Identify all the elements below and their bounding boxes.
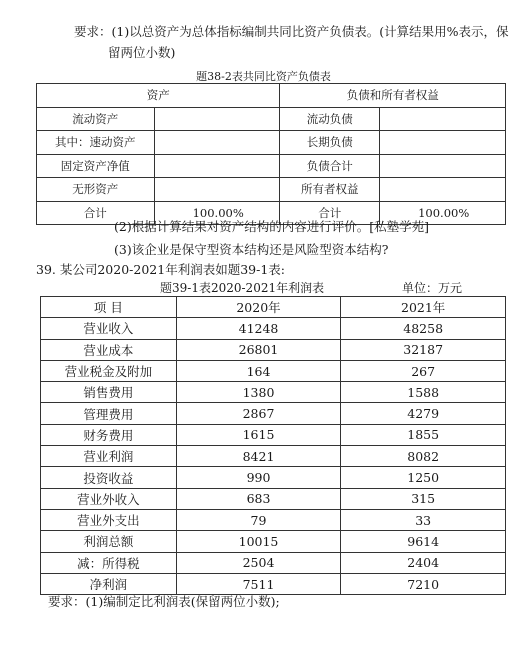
- problem-39: 39. 某公司2020-2021年利润表如题39-1表:: [36, 262, 285, 277]
- value-2020: 10015: [176, 531, 341, 552]
- table-row: [41, 552, 506, 573]
- table-row: [41, 403, 506, 424]
- table-row: [41, 424, 506, 445]
- header-liabilities-equity: 负债和所有者权益: [280, 84, 506, 108]
- value-2020: 683: [176, 488, 341, 509]
- liability-label: 流动负债: [280, 107, 380, 131]
- value-2021: 2404: [341, 552, 506, 573]
- row-label: 营业收入: [41, 318, 177, 339]
- value-2020: 2504: [176, 552, 341, 573]
- asset-total-value: 100.00%: [154, 201, 280, 225]
- table-row: [37, 178, 506, 202]
- value-2021: 8082: [341, 446, 506, 467]
- value-2020: 2867: [176, 403, 341, 424]
- liability-label: 长期负债: [280, 131, 380, 155]
- liability-value: [380, 107, 506, 131]
- table-row: [37, 107, 506, 131]
- liability-value: [380, 178, 506, 202]
- row-label: 减：所得税: [41, 552, 177, 573]
- value-2020: 164: [176, 360, 341, 381]
- value-2021: 1855: [341, 424, 506, 445]
- requirement-intro-cont: 留两位小数): [108, 45, 176, 60]
- table-row: [41, 467, 506, 488]
- asset-value: [154, 178, 280, 202]
- question-3: (3)该企业是保守型资本结构还是风险型资本结构?: [114, 242, 389, 257]
- row-label: 投资收益: [41, 467, 177, 488]
- asset-label: 无形资产: [37, 178, 155, 202]
- value-2021: 1250: [341, 467, 506, 488]
- table-row: [37, 131, 506, 155]
- value-2021: 315: [341, 488, 506, 509]
- liability-label: 负债合计: [280, 154, 380, 178]
- liability-value: [380, 154, 506, 178]
- table-row: [41, 360, 506, 381]
- table-row: [41, 488, 506, 509]
- value-2020: 79: [176, 509, 341, 530]
- liability-total-value: 100.00%: [380, 201, 506, 225]
- value-2021: 267: [341, 360, 506, 381]
- question-2: (2)根据计算结果对资产结构的内容进行评价。[私塾学苑]: [114, 219, 429, 234]
- asset-value: [154, 154, 280, 178]
- requirement-final: 要求：(1)编制定比利润表(保留两位小数);: [48, 594, 280, 609]
- column-header-item: 项 目: [41, 297, 177, 318]
- column-header-year-2020: 2020年: [176, 297, 341, 318]
- table1-caption: 题38-2表共同比资产负债表: [196, 70, 331, 83]
- table-row: [37, 154, 506, 178]
- table-row: [41, 339, 506, 360]
- row-label: 营业成本: [41, 339, 177, 360]
- value-2020: 41248: [176, 318, 341, 339]
- liability-label: 所有者权益: [280, 178, 380, 202]
- asset-label: 其中：速动资产: [37, 131, 155, 155]
- row-label: 销售费用: [41, 382, 177, 403]
- row-label: 营业外支出: [41, 509, 177, 530]
- value-2020: 1615: [176, 424, 341, 445]
- row-label: 营业外收入: [41, 488, 177, 509]
- table-row: [41, 382, 506, 403]
- table1-header-row: [37, 84, 506, 108]
- row-label: 管理费用: [41, 403, 177, 424]
- value-2021: 33: [341, 509, 506, 530]
- table2-unit: 单位：万元: [402, 281, 463, 295]
- value-2021: 48258: [341, 318, 506, 339]
- value-2020: 1380: [176, 382, 341, 403]
- table2-header-row: [41, 297, 506, 318]
- value-2021: 32187: [341, 339, 506, 360]
- table-row: [41, 531, 506, 552]
- asset-label: 流动资产: [37, 107, 155, 131]
- column-header-year-2021: 2021年: [341, 297, 506, 318]
- row-label: 利润总额: [41, 531, 177, 552]
- asset-label: 固定资产净值: [37, 154, 155, 178]
- value-2021: 1588: [341, 382, 506, 403]
- value-2020: 26801: [176, 339, 341, 360]
- asset-value: [154, 107, 280, 131]
- header-assets: 资产: [37, 84, 280, 108]
- value-2021: 9614: [341, 531, 506, 552]
- asset-total-label: 合计: [37, 201, 155, 225]
- table-row: [41, 446, 506, 467]
- row-label: 财务费用: [41, 424, 177, 445]
- liability-total-label: 合计: [280, 201, 380, 225]
- row-label: 净利润: [41, 573, 177, 594]
- income-statement-table: [40, 296, 506, 595]
- table2-caption: 题39-1表2020-2021年利润表: [160, 281, 325, 295]
- table-row: [41, 318, 506, 339]
- value-2021: 4279: [341, 403, 506, 424]
- liability-value: [380, 131, 506, 155]
- balance-sheet-table: [36, 83, 506, 225]
- asset-value: [154, 131, 280, 155]
- table-row: [41, 509, 506, 530]
- value-2020: 7511: [176, 573, 341, 594]
- row-label: 营业税金及附加: [41, 360, 177, 381]
- value-2020: 8421: [176, 446, 341, 467]
- value-2020: 990: [176, 467, 341, 488]
- row-label: 营业利润: [41, 446, 177, 467]
- requirement-intro: 要求：(1)以总资产为总体指标编制共同比资产负债表。(计算结果用%表示，保: [74, 24, 509, 39]
- value-2021: 7210: [341, 573, 506, 594]
